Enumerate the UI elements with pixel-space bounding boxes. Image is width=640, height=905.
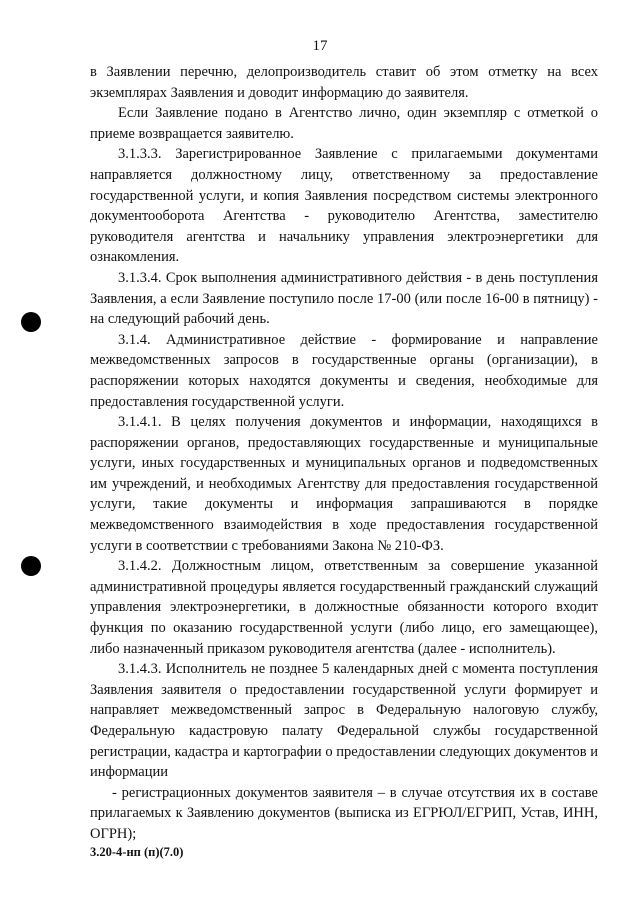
document-code: 3.20-4-нп (п)(7.0): [90, 845, 184, 859]
page-number: 17: [312, 38, 328, 54]
paragraph-3-1-4-3: 3.1.4.3. Исполнитель не позднее 5 календарных дней с момента поступления Заявления заявителя о предоставлении государственной услуги формирует и направляет межведомственный запрос в Федеральную налоговую службу, Федеральную кадастровую палату Федеральной службы государственной регистрации, кадастра и картографии о предоставлении следующих документов и информации: [90, 661, 598, 781]
punch-hole-bottom: [21, 556, 41, 576]
paragraph-continuation: в Заявлении перечню, делопроизводитель ставит об этом отметку на всех экземплярах Заявления и доводит информацию до заявителя.: [90, 64, 598, 101]
paragraph-3-1-4: 3.1.4. Административное действие - формирование и направление межведомственных запросов в государственные органы (организации), в распоряжении которых находятся документы и сведения, необходимые для предоставления государственной услуги.: [90, 331, 598, 410]
paragraph-personal-submission: Если Заявление подано в Агентство лично, один экземпляр с отметкой о приеме возвращается заявителю.: [90, 105, 598, 142]
paragraph-registration-docs: - регистрационных документов заявителя – в случае отсутствия их в составе прилагаемых к Заявлению документов (выписка из ЕГРЮЛ/ЕГРИП, Устав, ИНН, ОГРН);: [90, 784, 598, 842]
document-body: [90, 62, 598, 845]
punch-hole-top: [21, 312, 41, 332]
paragraph-3-1-4-2: 3.1.4.2. Должностным лицом, ответственным за совершение указанной административной процедуры является государственный гражданский служащий управления электроэнергетики, в должностные обязанности которого входит функция по оказанию государственной услуги (либо лицо, его замещающее), либо назначенный приказом руководителя агентства (далее - исполнитель).: [90, 558, 598, 657]
paragraph-3-1-3-4: 3.1.3.4. Срок выполнения административного действия - в день поступления Заявления, а если Заявление поступило после 17-00 (или после 16-00 в пятницу) - на следующий рабочий день.: [90, 269, 598, 328]
paragraph-3-1-3-3: 3.1.3.3. Зарегистрированное Заявление с прилагаемыми документами направляется должностному лицу, ответственному за предоставление государственной услуги, и копия Заявления посредством системы электронного документооборота Агентства - руководителю Агентства, заместителю руководителя агентства и начальнику управления электроэнергетики для ознакомления.: [90, 146, 598, 266]
paragraph-3-1-4-1: 3.1.4.1. В целях получения документов и информации, находящихся в распоряжении органов, предоставляющих государственные и муниципальные услуги, иных государственных и муниципальных органов и подведомственных им учреждений, и необходимых Агентству для предоставления государственной услуги, такие документы и информация запрашиваются в порядке межведомственного взаимодействия в ходе предоставления государственной услуги в соответствии с требованиями Закона № 210-ФЗ.: [90, 414, 598, 554]
